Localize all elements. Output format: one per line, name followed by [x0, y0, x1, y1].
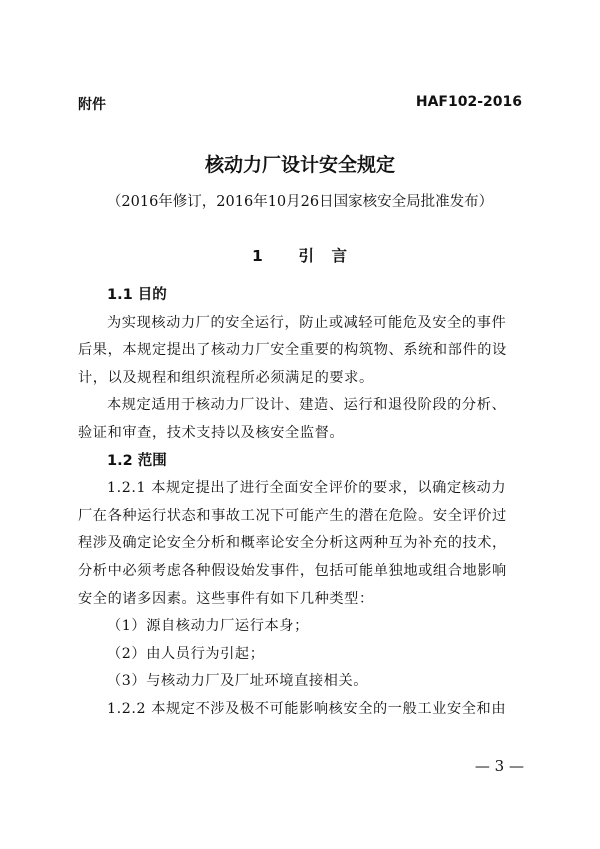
list-item: （2）由人员行为引起； [107, 645, 265, 662]
paragraph-line: 为实现核动力厂的安全运行，防止或减轻可能危及安全的事件 [107, 314, 507, 331]
chapter-number: 1 [251, 247, 264, 265]
chapter-heading [0, 244, 600, 266]
list-item: （1）源自核动力厂运行本身； [107, 618, 309, 635]
paragraph-line: 计，以及规程和组织流程所必须满足的要求。 [78, 369, 374, 386]
paragraph-line: 分析中必须考虑各种假设始发事件，包括可能单独地或组合地影响 [78, 562, 507, 579]
paragraph-line: 安全的诸多因素。这些事件有如下几种类型： [78, 590, 374, 607]
paragraph-line: 1.2.1 本规定提出了进行全面安全评价的要求，以确定核动力 [107, 480, 507, 497]
paragraph-1-2-2 [78, 696, 530, 724]
document-title: 核动力厂设计安全规定 [204, 154, 395, 176]
paragraph-1-2-1 [78, 475, 530, 613]
paragraph-line: 1.2.2 本规定不涉及极不可能影响核安全的一般工业安全和由 [107, 700, 507, 717]
paragraph-purpose [78, 310, 530, 393]
body-text [78, 282, 530, 724]
paragraph-line: 本规定适用于核动力厂设计、建造、运行和退役阶段的分析、 [107, 397, 507, 414]
document-subtitle: （2016年修订，2016年10月26日国家核安全局批准发布） [106, 194, 494, 210]
chapter-name: 引 言 [298, 247, 349, 265]
paragraph-applicability [78, 392, 530, 447]
paragraph-line: 厂在各种运行状态和事故工况下可能产生的潜在危险。安全评价过 [78, 507, 507, 524]
paragraph-line: 后果，本规定提出了核动力厂安全重要的构筑物、系统和部件的设 [78, 342, 507, 359]
paragraph-line: 验证和审查，技术支持以及核安全监督。 [78, 424, 345, 441]
section-heading-1-1: 1.1 目的 [107, 287, 167, 303]
list-item: （3）与核动力厂及厂址环境直接相关。 [107, 673, 369, 690]
document-code: HAF102-2016 [415, 94, 522, 110]
page-number: — 3 — [474, 757, 524, 775]
attachment-label: 附件 [78, 97, 106, 113]
section-heading-1-2: 1.2 范围 [107, 452, 167, 469]
paragraph-line: 程涉及确定论安全分析和概率论安全分析这两种互为补充的技术， [78, 535, 507, 552]
